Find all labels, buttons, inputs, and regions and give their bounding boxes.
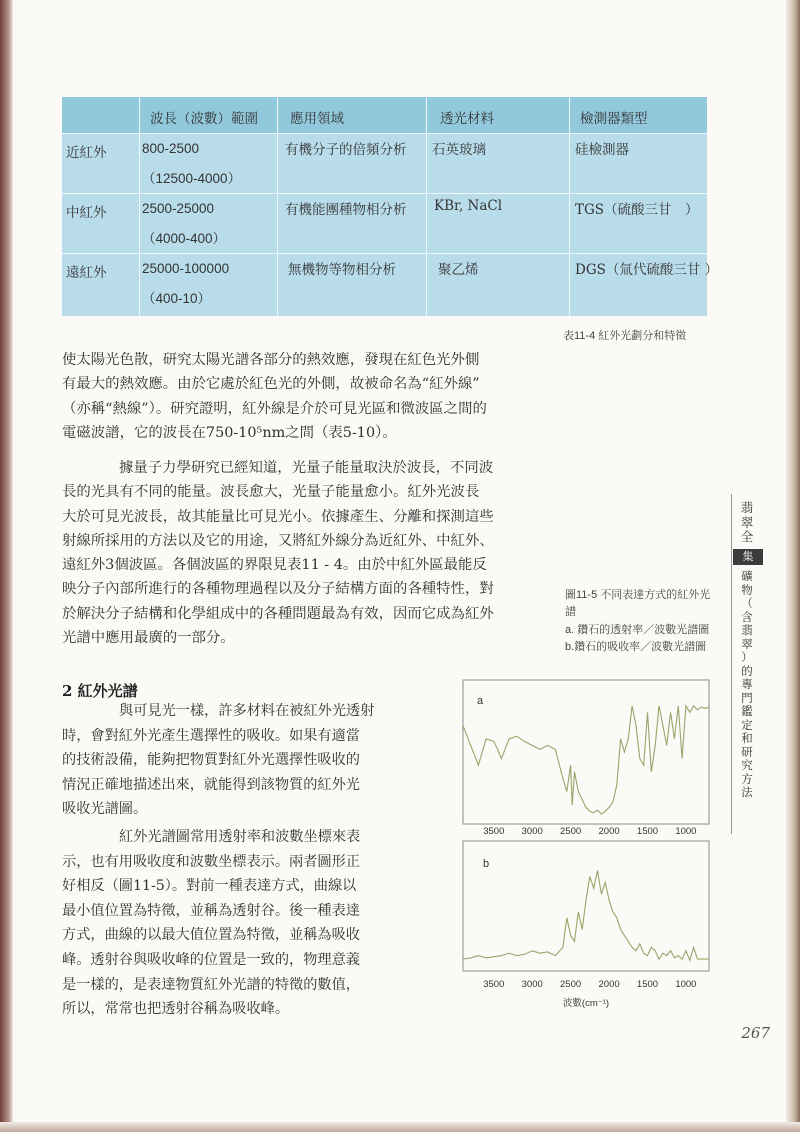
sidebar-book-title: 翡 翠 全 — [740, 500, 754, 544]
row-far-ir-field: 無機物等物相分析 — [288, 262, 396, 278]
ir-spectra-figure — [455, 676, 717, 1013]
chart-b-series-line — [463, 871, 709, 961]
row-mid-ir-field: 有機能團種物相分析 — [285, 202, 407, 218]
header-wavelength: 波長（波數）範圍 — [150, 111, 258, 127]
chart-a-x-tick-label: 2500 — [560, 826, 582, 837]
page-bottom-edge — [0, 1122, 800, 1132]
row-near-ir-wavenumber: （12500-4000） — [142, 171, 242, 186]
chart-b-x-tick-label: 1000 — [675, 979, 697, 990]
header-material: 透光材料 — [440, 111, 494, 127]
chart-a-transmittance — [463, 680, 709, 837]
book-spine-edge — [0, 0, 13, 1132]
table-caption: 表11-4 紅外光劃分和特徵 — [563, 330, 687, 342]
chart-b-x-tick-label: 2500 — [560, 979, 582, 990]
row-mid-ir-range: 2500-25000 — [142, 201, 215, 216]
chart-a-series-line — [463, 706, 709, 814]
chart-a-x-tick-label: 3500 — [483, 826, 505, 837]
row-near-ir-material: 石英玻璃 — [432, 142, 486, 158]
row-near-ir-detector: 硅檢測器 — [575, 142, 629, 158]
row-near-ir-name: 近紅外 — [66, 145, 107, 161]
chart-b-absorbance — [463, 841, 709, 1009]
page-right-edge — [786, 0, 800, 1132]
chart-b-xlabel: 波數(cm⁻¹) — [562, 998, 610, 1009]
header-detector: 檢測器類型 — [580, 111, 648, 127]
paragraph-4: 紅外光譜圖常用透射率和波數坐標來表 示，也有用吸收度和波數坐標表示。兩者圖形正 好相反（圖11-5）。對前一種表達方式，曲線以 最小值位置為特徵，並稱為透射谷。後一種表達 方式，曲線的以最大值位置為特徵，並稱為吸收 峰。透射谷與吸收峰的位置是一致的，物理意義 是一樣的，是表達物質紅外光譜的特徵的數值， 所以，常常也把透射谷稱為吸收峰。 — [62, 829, 361, 1018]
row-near-ir-field: 有機分子的倍頻分析 — [285, 142, 407, 158]
sidebar-chapter-title: 礦 物 （ 含 翡 翠 ） 的 專 門 鑑 定 和 研 究 方 法 — [741, 569, 753, 799]
sidebar-title-bar: 集 — [733, 549, 763, 565]
row-near-ir-range: 800-2500 — [142, 141, 200, 156]
row-far-ir-range: 25000-100000 — [142, 261, 230, 276]
figure-caption-b: b.鑽石的吸收率／波數光譜圖 — [565, 641, 707, 653]
row-mid-ir-material: KBr, NaCl — [434, 198, 503, 214]
row-far-ir-detector: DGS（氚代硫酸三甘 ） — [575, 262, 719, 278]
row-mid-ir-name: 中紅外 — [66, 205, 107, 221]
paragraph-3: 與可見光一樣，許多材料在被紅外光透射 時，會對紅外光產生選擇性的吸收。如果有適當 的技術設備，能夠把物質對紅外光選擇性吸收的 情況正確地描述出來，就能得到該物質的紅外光 吸收光譜圖。 — [62, 703, 375, 818]
row-mid-ir-detector: TGS（硫酸三甘 ） — [575, 202, 699, 218]
paragraph-2: 據量子力學研究已經知道，光量子能量取決於波長，不同波 長的光具有不同的能量。波長愈大，光量子能量愈小。紅外光波長 大於可見光波長，故其能量比可見光小。依據產生、分離和探測這些 射線所採用的方法以及它的用途，又將紅外線分為近紅外、中紅外、 遠紅外3個波區。各個波區的界限見表11 - 4。由於中紅外區最能反 映分子內部所進行的各種物理過程以及分子結構方面的各種特性，對 於解決分子結構和化學組成中的各種問題最為有效，因而它成為紅外 光譜中應用最廣的一部分。 — [62, 460, 494, 647]
chart-b-x-tick-label: 3000 — [521, 979, 543, 990]
chart-b-label: b — [483, 858, 490, 870]
chart-a-label: a — [477, 695, 484, 707]
chart-b-x-tick-label: 1500 — [636, 979, 659, 990]
chart-b-x-tick-label: 3500 — [483, 979, 505, 990]
section-heading: 2 紅外光譜 — [62, 682, 138, 700]
infrared-division-table — [62, 97, 719, 316]
chart-a-x-tick-label: 1000 — [675, 826, 697, 837]
figure-caption-a: a. 鑽石的透射率／波數光譜圖 — [565, 624, 710, 636]
sidebar-rule — [731, 494, 732, 834]
chart-a-x-tick-label: 1500 — [636, 826, 659, 837]
row-far-ir-material: 聚乙烯 — [438, 262, 479, 278]
figure-caption-title: 圖11-5 不同表達方式的紅外光 — [565, 589, 711, 601]
page-number: 267 — [741, 1024, 770, 1042]
chart-a-x-tick-label: 3000 — [521, 826, 543, 837]
paragraph-1: 使太陽光色散，研究太陽光譜各部分的熱效應，發現在紅色光外側 有最大的熱效應。由於它處於紅色光的外側，故被命名為“紅外線” （亦稱“熱線”）。研究證明，紅外線是介於可見光區和微波區之間的 電磁波譜，它的波長在750-10⁵nm之間（表5-10）。 — [62, 352, 487, 441]
figure-caption-title-cont: 譜 — [565, 606, 576, 618]
row-far-ir-wavenumber: （400-10） — [142, 291, 212, 306]
row-mid-ir-wavenumber: （4000-400） — [142, 231, 227, 246]
header-application: 應用領域 — [290, 111, 344, 127]
row-far-ir-name: 遠紅外 — [66, 265, 107, 281]
chart-b-x-tick-label: 2000 — [598, 979, 620, 990]
chart-a-x-tick-label: 2000 — [598, 826, 620, 837]
